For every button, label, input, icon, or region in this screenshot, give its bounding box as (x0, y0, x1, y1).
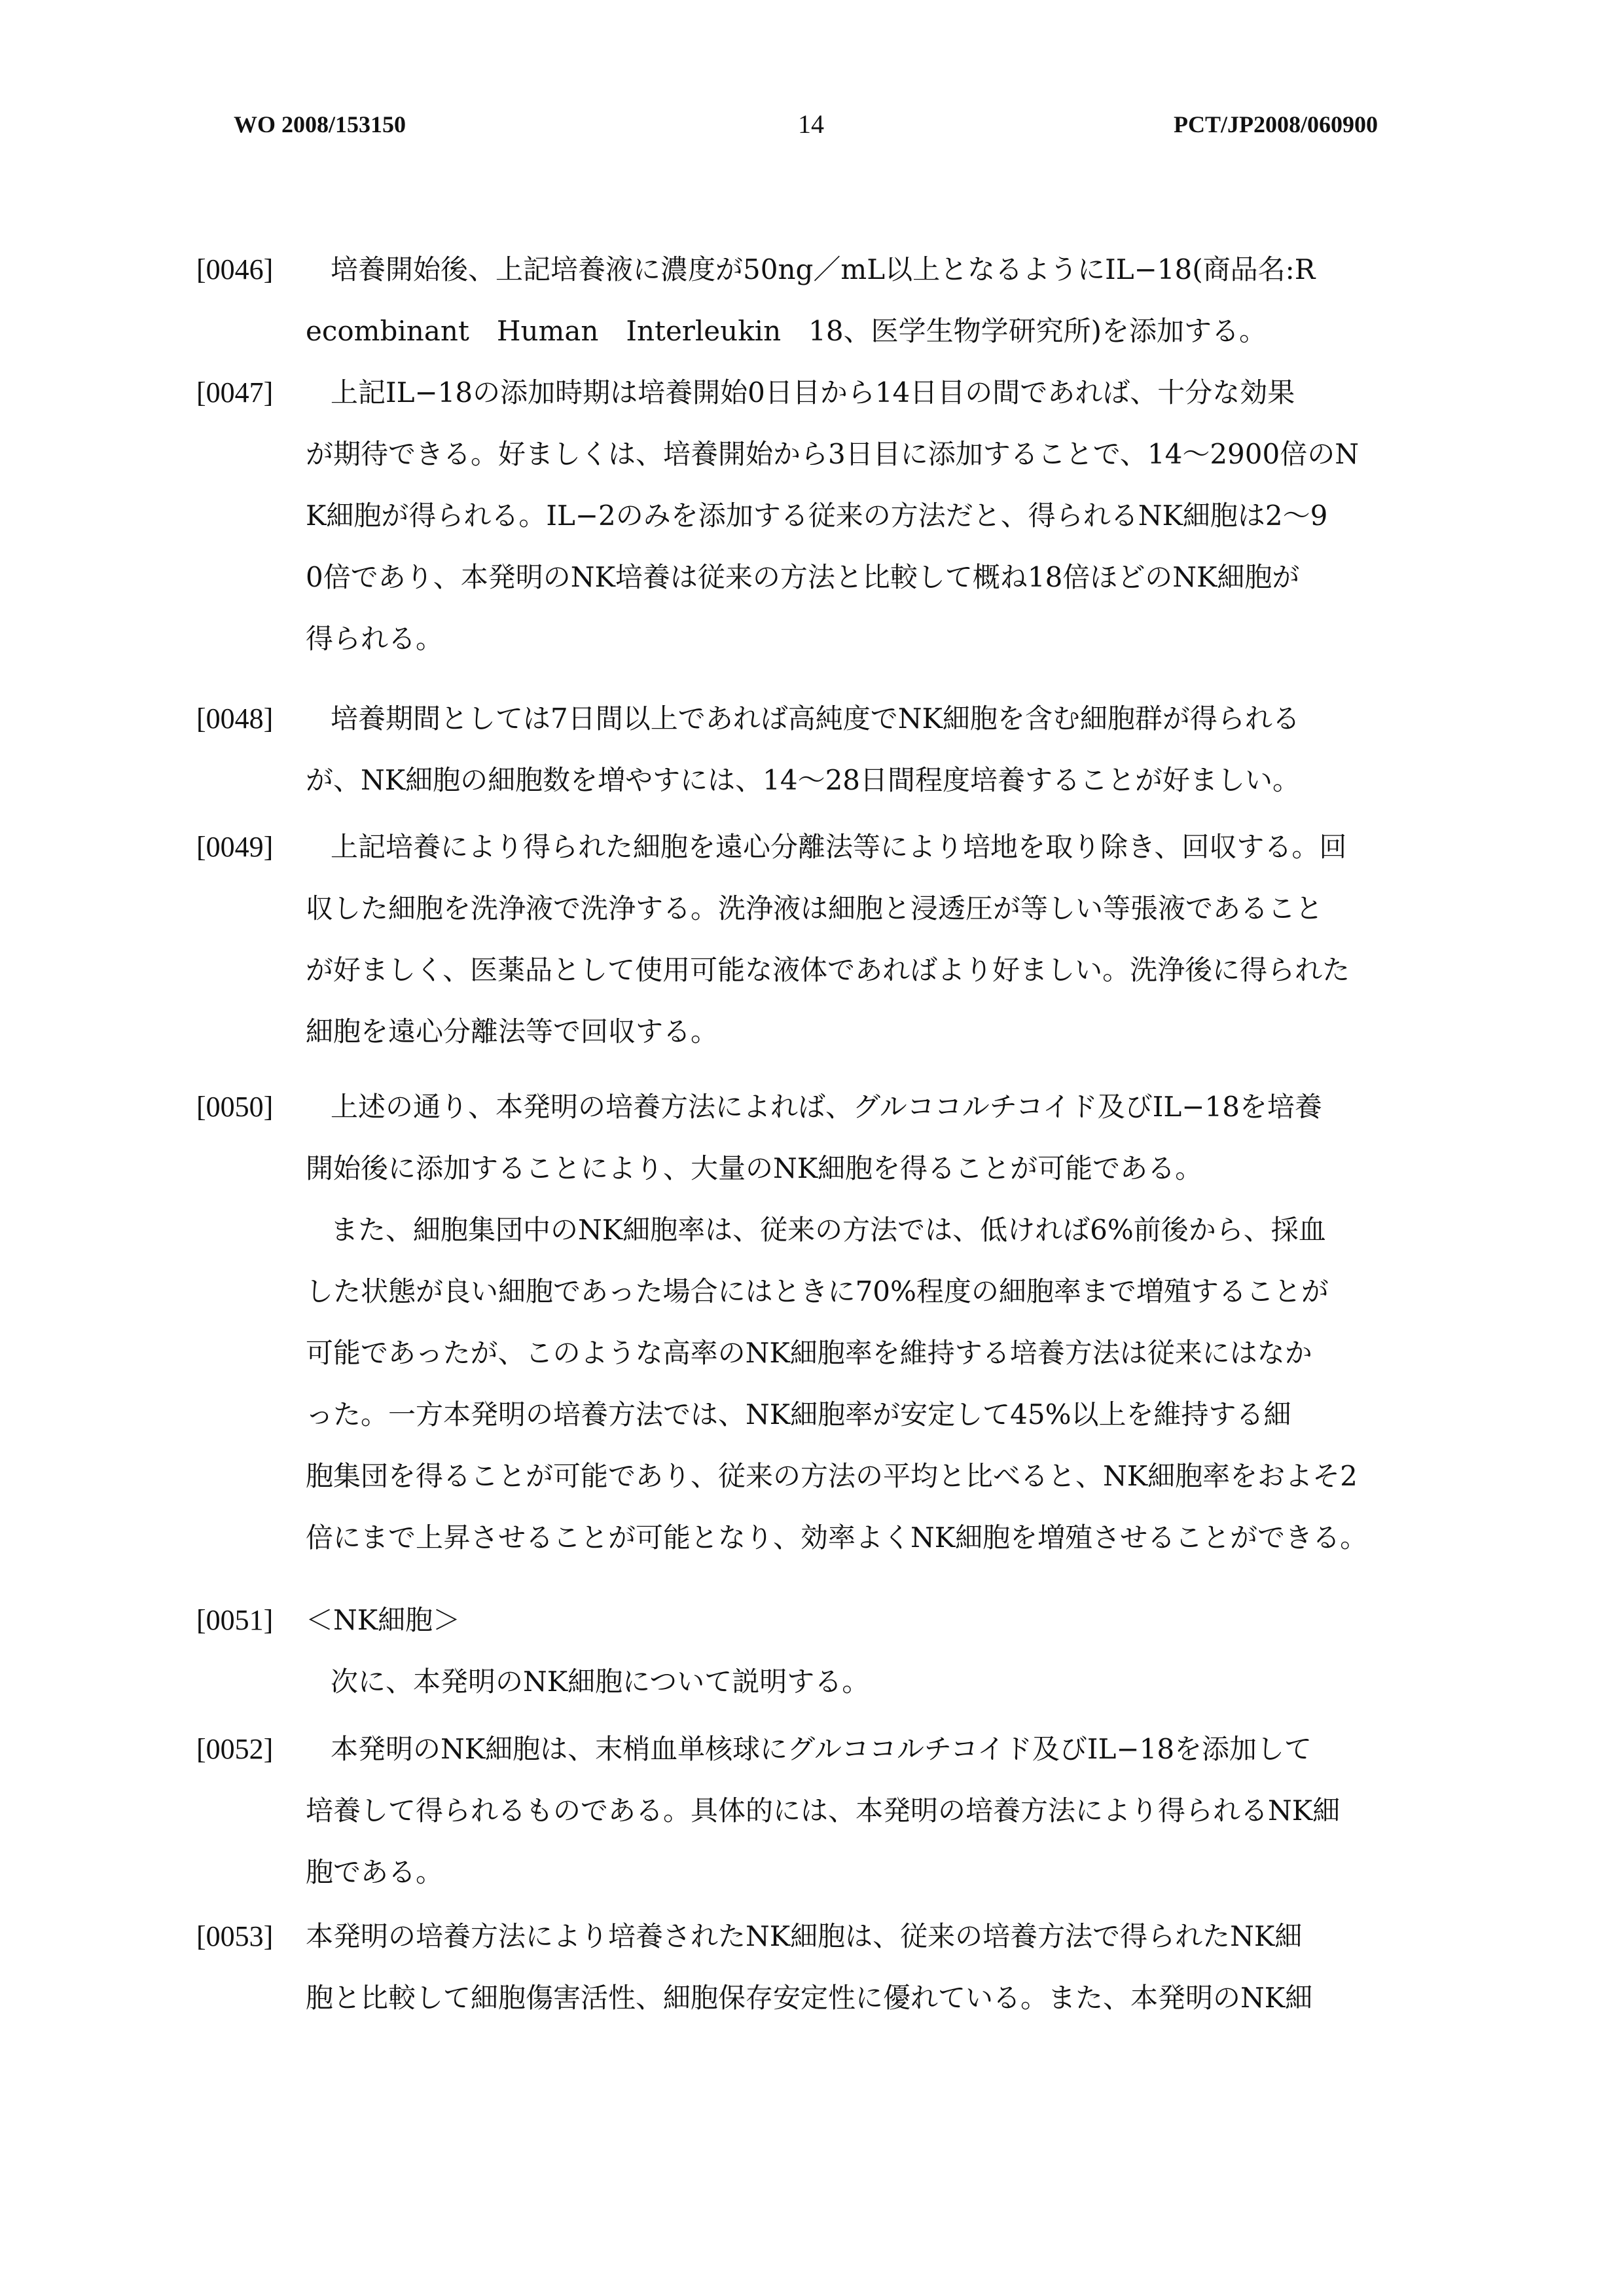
paragraph-line: 培養して得られるものである。具体的には、本発明の培養方法により得られるNK細 (306, 1795, 1341, 1827)
paragraph-line: また、細胞集団中のNK細胞率は、従来の方法では、低ければ6%前後から、採血 (331, 1214, 1326, 1246)
section-heading: ＜NK細胞＞ (306, 1604, 461, 1636)
paragraph-line: 培養開始後、上記培養液に濃度が50ng／mL以上となるようにIL−18(商品名:R (331, 253, 1316, 285)
paragraph-line: した状態が良い細胞であった場合にはときに70%程度の細胞率まで増殖することが (306, 1275, 1329, 1307)
paragraph-line: 開始後に添加することにより、大量のNK細胞を得ることが可能である。 (306, 1152, 1203, 1184)
paragraph-number: [0046] (196, 253, 274, 285)
paragraph-line: 収した細胞を洗浄液で洗浄する。洗浄液は細胞と浸透圧が等しい等張液であること (306, 892, 1324, 924)
paragraph-line: 本発明の培養方法により培養されたNK細胞は、従来の培養方法で得られたNK細 (306, 1920, 1303, 1952)
paragraph-line: 本発明のNK細胞は、末梢血単核球にグルココルチコイド及びIL−18を添加して (331, 1733, 1312, 1765)
paragraph-0053 (196, 1906, 1437, 2029)
application-number: PCT/JP2008/060900 (1174, 111, 1378, 137)
paragraph-line: 胞である。 (306, 1856, 444, 1888)
paragraph-line: 上記IL−18の添加時期は培養開始0日目から14日目の間であれば、十分な効果 (331, 376, 1295, 409)
paragraph-line: 次に、本発明のNK細胞について説明する。 (331, 1666, 870, 1698)
paragraph-0047 (196, 362, 1437, 670)
paragraph-0046 (196, 239, 1437, 362)
paragraph-line: が好ましく、医薬品として使用可能な液体であればより好ましい。洗浄後に得られた (306, 954, 1350, 986)
paragraph-number: [0051] (196, 1604, 274, 1636)
paragraph-line: 胞と比較して細胞傷害活性、細胞保存安定性に優れている。また、本発明のNK細 (306, 1982, 1313, 2014)
paragraph-line: った。一方本発明の培養方法では、NK細胞率が安定して45%以上を維持する細 (306, 1398, 1291, 1430)
paragraph-line: が、NK細胞の細胞数を増やすには、14〜28日間程度培養することが好ましい。 (306, 764, 1301, 796)
paragraph-line: K細胞が得られる。IL−2のみを添加する従来の方法だと、得られるNK細胞は2〜9 (306, 500, 1328, 532)
paragraph-line: が期待できる。好ましくは、培養開始から3日目に添加することで、14〜2900倍のN (306, 438, 1359, 470)
paragraph-number: [0052] (196, 1733, 274, 1765)
paragraph-number: [0047] (196, 376, 274, 409)
paragraph-line: 倍にまで上昇させることが可能となり、効率よくNK細胞を増殖させることができる。 (306, 1522, 1368, 1554)
paragraph-0048 (196, 688, 1437, 811)
paragraph-line: 胞集団を得ることが可能であり、従来の方法の平均と比べると、NK細胞率をおよそ2 (306, 1460, 1358, 1492)
paragraph-0050 (196, 1076, 1437, 1569)
paragraph-line: 得られる。 (306, 623, 444, 655)
paragraph-number: [0053] (196, 1920, 274, 1952)
paragraph-0051 (196, 1590, 1437, 1713)
paragraph-line: 上述の通り、本発明の培養方法によれば、グルココルチコイド及びIL−18を培養 (331, 1091, 1322, 1123)
paragraph-line: 可能であったが、このような高率のNK細胞率を維持する培養方法は従来にはなか (306, 1337, 1312, 1369)
paragraph-0052 (196, 1719, 1437, 1903)
page-number: 14 (798, 109, 824, 139)
paragraph-line: 上記培養により得られた細胞を遠心分離法等により培地を取り除き、回収する。回 (331, 831, 1347, 863)
paragraph-line: 培養期間としては7日間以上であれば高純度でNK細胞を含む細胞群が得られる (331, 702, 1300, 735)
paragraph-line: 細胞を遠心分離法等で回収する。 (306, 1015, 719, 1048)
publication-number: WO 2008/153150 (234, 111, 406, 137)
paragraph-number: [0050] (196, 1091, 274, 1123)
paragraph-0049 (196, 816, 1437, 1063)
paragraph-number: [0048] (196, 702, 274, 735)
paragraph-line: 0倍であり、本発明のNK培養は従来の方法と比較して概ね18倍ほどのNK細胞が (306, 561, 1300, 593)
paragraph-line: ecombinant Human Interleukin 18、医学生物学研究所)を添加する。 (306, 315, 1267, 347)
paragraph-number: [0049] (196, 831, 274, 863)
